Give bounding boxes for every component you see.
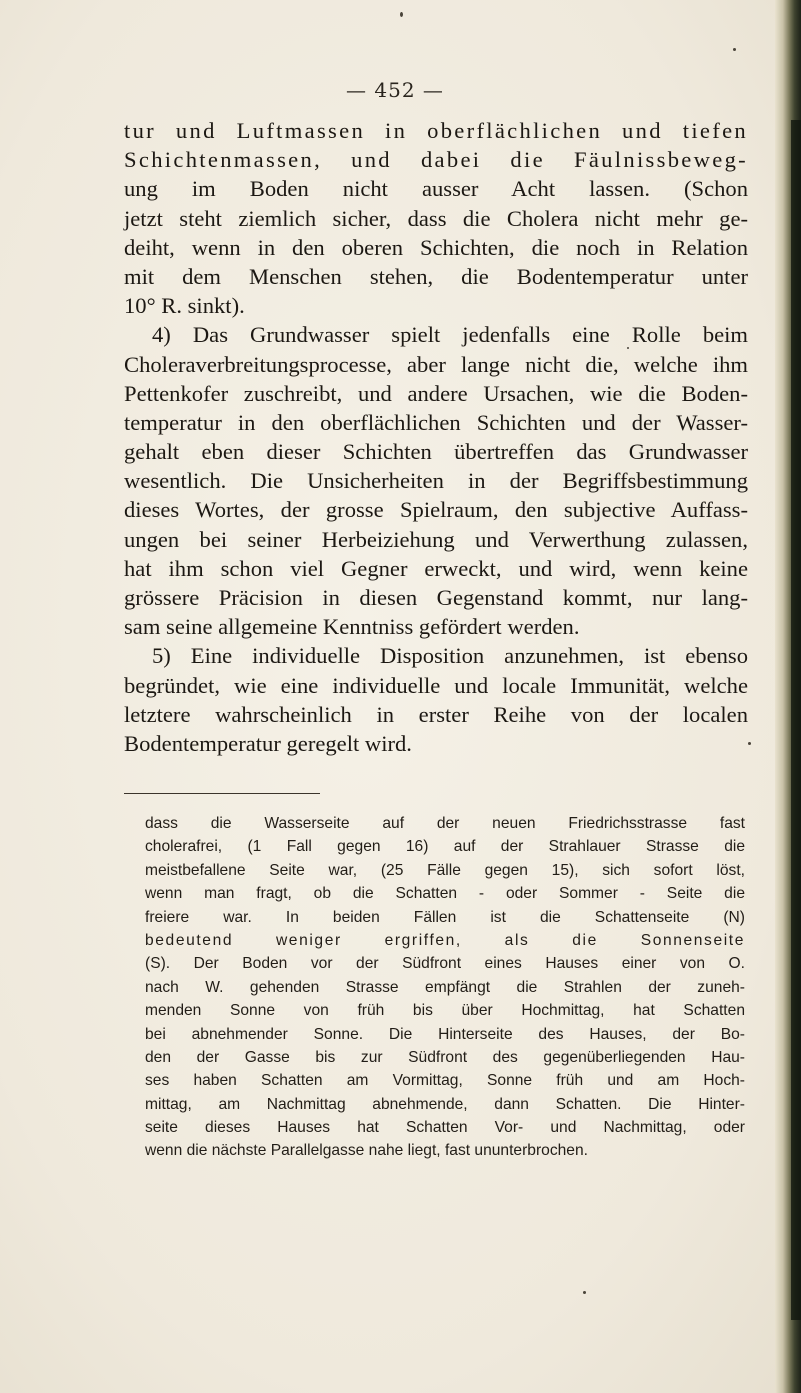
- footnote-line: cholerafrei, (1 Fall gegen 16) auf der Strahlauer Strasse die: [145, 838, 745, 856]
- main-text-line: begründet, wie eine individuelle und locale Immunität, welche: [124, 672, 748, 698]
- footnote-line: freiere war. In beiden Fällen ist die Schattenseite (N): [145, 908, 745, 926]
- footnote-divider: [124, 793, 320, 794]
- paper-speck: [748, 742, 751, 745]
- footnote-line: bei abnehmender Sonne. Die Hinterseite des Hauses, der Bo-: [145, 1025, 745, 1043]
- footnote-line: wenn man fragt, ob die Schatten - oder Sommer - Seite die: [145, 885, 745, 903]
- main-text-line: letztere wahrscheinlich in erster Reihe von der localen: [124, 701, 748, 727]
- main-text-line: tur und Luftmassen in oberflächlichen und tiefen: [124, 118, 748, 143]
- footnote-line: menden Sonne von früh bis über Hochmittag, hat Schatten: [145, 1002, 745, 1020]
- main-text-line: Bodentemperatur geregelt wird.: [124, 730, 412, 756]
- footnote-body: [145, 812, 745, 1163]
- main-text-line: jetzt steht ziemlich sicher, dass die Cholera nicht mehr ge-: [124, 205, 748, 231]
- footnote-line: den der Gasse bis zur Südfront des gegenüberliegenden Hau-: [145, 1048, 745, 1066]
- main-text-line: Schichtenmassen, und dabei die Fäulnissbeweg-: [124, 147, 748, 173]
- footnote-line: wenn die nächste Parallelgasse nahe liegt, fast ununterbrochen.: [145, 1142, 588, 1160]
- footnote-line: seite dieses Hauses hat Schatten Vor- und Nachmittag, oder: [145, 1119, 745, 1137]
- main-text-line: ung im Boden nicht ausser Acht lassen. (Schon: [124, 176, 748, 202]
- main-text-line: Choleraverbreitungsprocesse, aber lange nicht die, welche ihm: [124, 351, 748, 377]
- page-number: — 452 —: [346, 78, 444, 102]
- footnote-line: mittag, am Nachmittag abnehmende, dann Schatten. Die Hinter-: [145, 1095, 745, 1113]
- paper-speck: [733, 48, 736, 51]
- main-text-line: ungen bei seiner Herbeiziehung und Verwerthung zulassen,: [124, 526, 748, 552]
- main-text-line: mit dem Menschen stehen, die Bodentemperatur unter: [124, 263, 748, 289]
- main-text-line: Pettenkofer zuschreibt, und andere Ursachen, wie die Boden-: [124, 380, 748, 406]
- footnote-line: ses haben Schatten am Vormittag, Sonne früh und am Hoch-: [145, 1072, 745, 1090]
- main-text-line: wesentlich. Die Unsicherheiten in der Begriffsbestimmung: [124, 468, 748, 494]
- footnote-line: dass die Wasserseite auf der neuen Friedrichsstrasse fast: [145, 815, 745, 832]
- paper-speck: [400, 12, 403, 17]
- main-text-line: grössere Präcision in diesen Gegenstand kommt, nur lang-: [124, 585, 748, 610]
- paper-speck: [627, 347, 629, 349]
- page-binding-shadow: [791, 120, 801, 1320]
- footnote-line: bedeutend weniger ergriffen, als die Sonnenseite: [145, 931, 745, 949]
- main-text-line: 5) Eine individuelle Disposition anzunehmen, ist ebenso: [152, 643, 748, 669]
- main-text-line: temperatur in den oberflächlichen Schichten und der Wasser-: [124, 409, 748, 435]
- main-text-body: [124, 116, 748, 758]
- main-text-line: sam seine allgemeine Kenntniss gefördert werden.: [124, 614, 580, 640]
- footnote-line: meistbefallene Seite war, (25 Fälle gegen 15), sich sofort löst,: [145, 861, 745, 879]
- main-text-line: 4) Das Grundwasser spielt jedenfalls eine Rolle beim: [152, 322, 748, 348]
- paper-speck: [583, 1291, 586, 1294]
- main-text-line: 10° R. sinkt).: [124, 293, 245, 319]
- footnote-line: (S). Der Boden vor der Südfront eines Hauses einer von O.: [145, 955, 745, 973]
- main-text-line: dieses Wortes, der grosse Spielraum, den subjective Auffass-: [124, 497, 748, 523]
- main-text-line: deiht, wenn in den oberen Schichten, die noch in Relation: [124, 234, 748, 260]
- footnote-line: nach W. gehenden Strasse empfängt die Strahlen der zuneh-: [145, 978, 745, 996]
- main-text-line: gehalt eben dieser Schichten übertreffen das Grundwasser: [124, 439, 748, 465]
- main-text-line: hat ihm schon viel Gegner erweckt, und wird, wenn keine: [124, 555, 748, 581]
